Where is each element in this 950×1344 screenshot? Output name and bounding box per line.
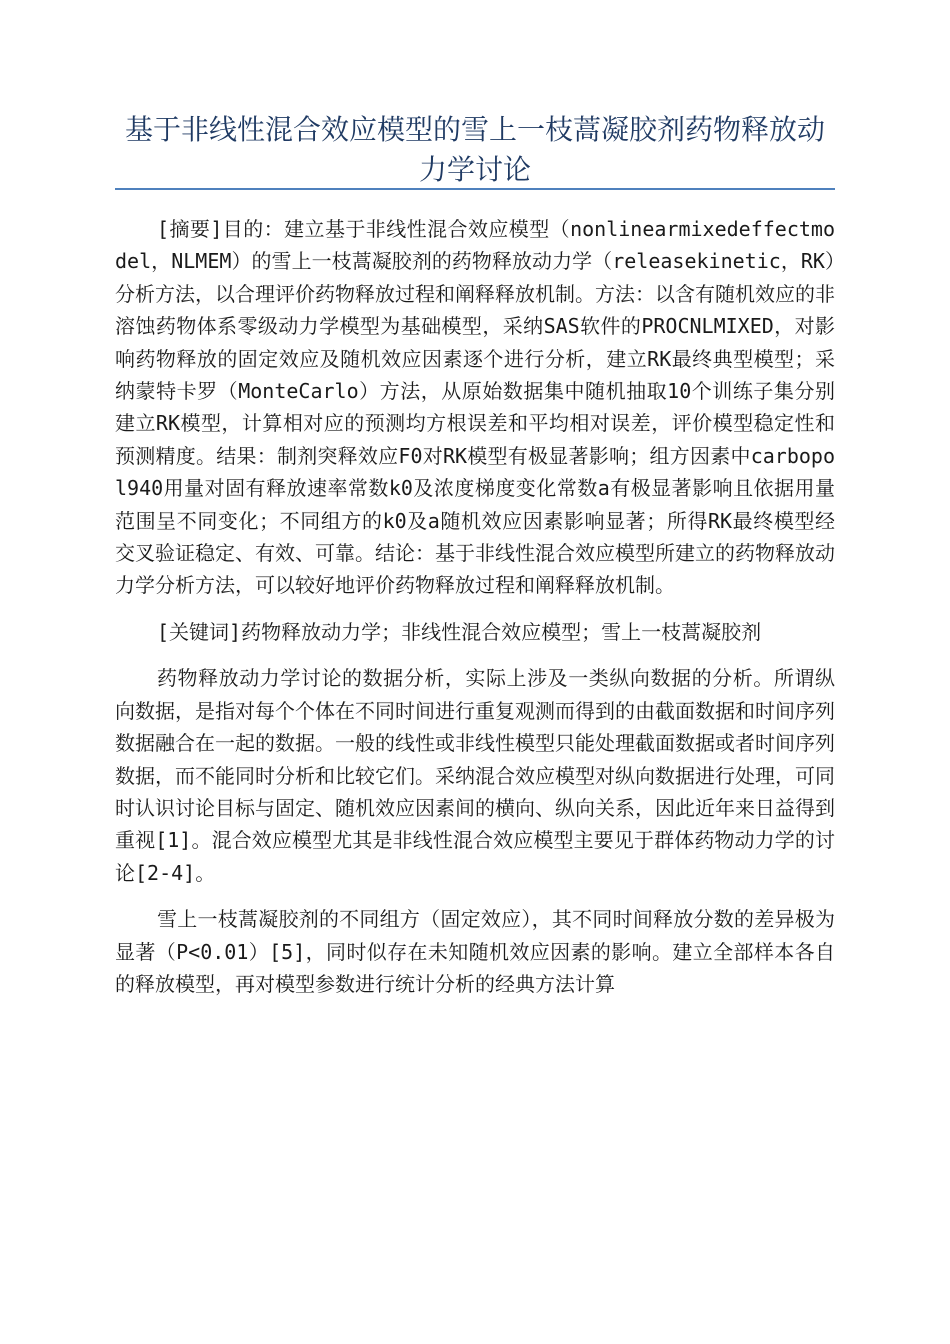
body-paragraph: 雪上一枝蒿凝胶剂的不同组方（固定效应），其不同时间释放分数的差异极为显著（P<0.01）[5]，同时似存在未知随机效应因素的影响。建立全部样本各自的释放模型，再对模型参数进行统计分析的经典方法计算 — [115, 907, 835, 996]
body-paragraph: 药物释放动力学讨论的数据分析，实际上涉及一类纵向数据的分析。所谓纵向数据，是指对每个个体在不同时间进行重复观测而得到的由截面数据和时间序列数据融合在一起的数据。一般的线性或非线性模型只能处理截面数据或者时间序列数据，而不能同时分析和比较它们。采纳混合效应模型对纵向数据进行处理，可同时认识讨论目标与固定、随机效应因素间的横向、纵向关系，因此近年来日益得到重视[1]。混合效应模型尤其是非线性混合效应模型主要见于群体药物动力学的讨论[2-4]。 — [115, 666, 835, 885]
document-body — [115, 213, 835, 1014]
keywords-paragraph: [关键词]药物释放动力学；非线性混合效应模型；雪上一枝蒿凝胶剂 — [157, 619, 762, 644]
abstract-paragraph: [摘要]目的：建立基于非线性混合效应模型（nonlinearmixedeffectmodel，NLMEM）的雪上一枝蒿凝胶剂的药物释放动力学（releasekinetic，RK）分析方法，以合理评价药物释放过程和阐释释放机制。方法：以含有随机效应的非溶蚀药物体系零级动力学模型为基础模型，采纳SAS软件的PROCNLMIXED，对影响药物释放的固定效应及随机效应因素逐个进行分析，建立RK最终典型模型；采纳蒙特卡罗（MonteCarlo）方法，从原始数据集中随机抽取10个训练子集分别建立RK模型，计算相对应的预测均方根误差和平均相对误差，评价模型稳定性和预测精度。结果：制剂突释效应F0对RK模型有极显著影响；组方因素中carbopol940用量对固有释放速率常数k0及浓度梯度变化常数a有极显著影响且依据用量范围呈不同变化；不同组方的k0及a随机效应因素影响显著；所得RK最终模型经交叉验证稳定、有效、可靠。结论：基于非线性混合效应模型所建立的药物释放动力学分析方法，可以较好地评价药物释放过程和阐释释放机制。 — [115, 217, 835, 598]
title-underline-divider — [115, 188, 835, 190]
document-title: 基于非线性混合效应模型的雪上一枝蒿凝胶剂药物释放动力学讨论 — [124, 113, 825, 186]
